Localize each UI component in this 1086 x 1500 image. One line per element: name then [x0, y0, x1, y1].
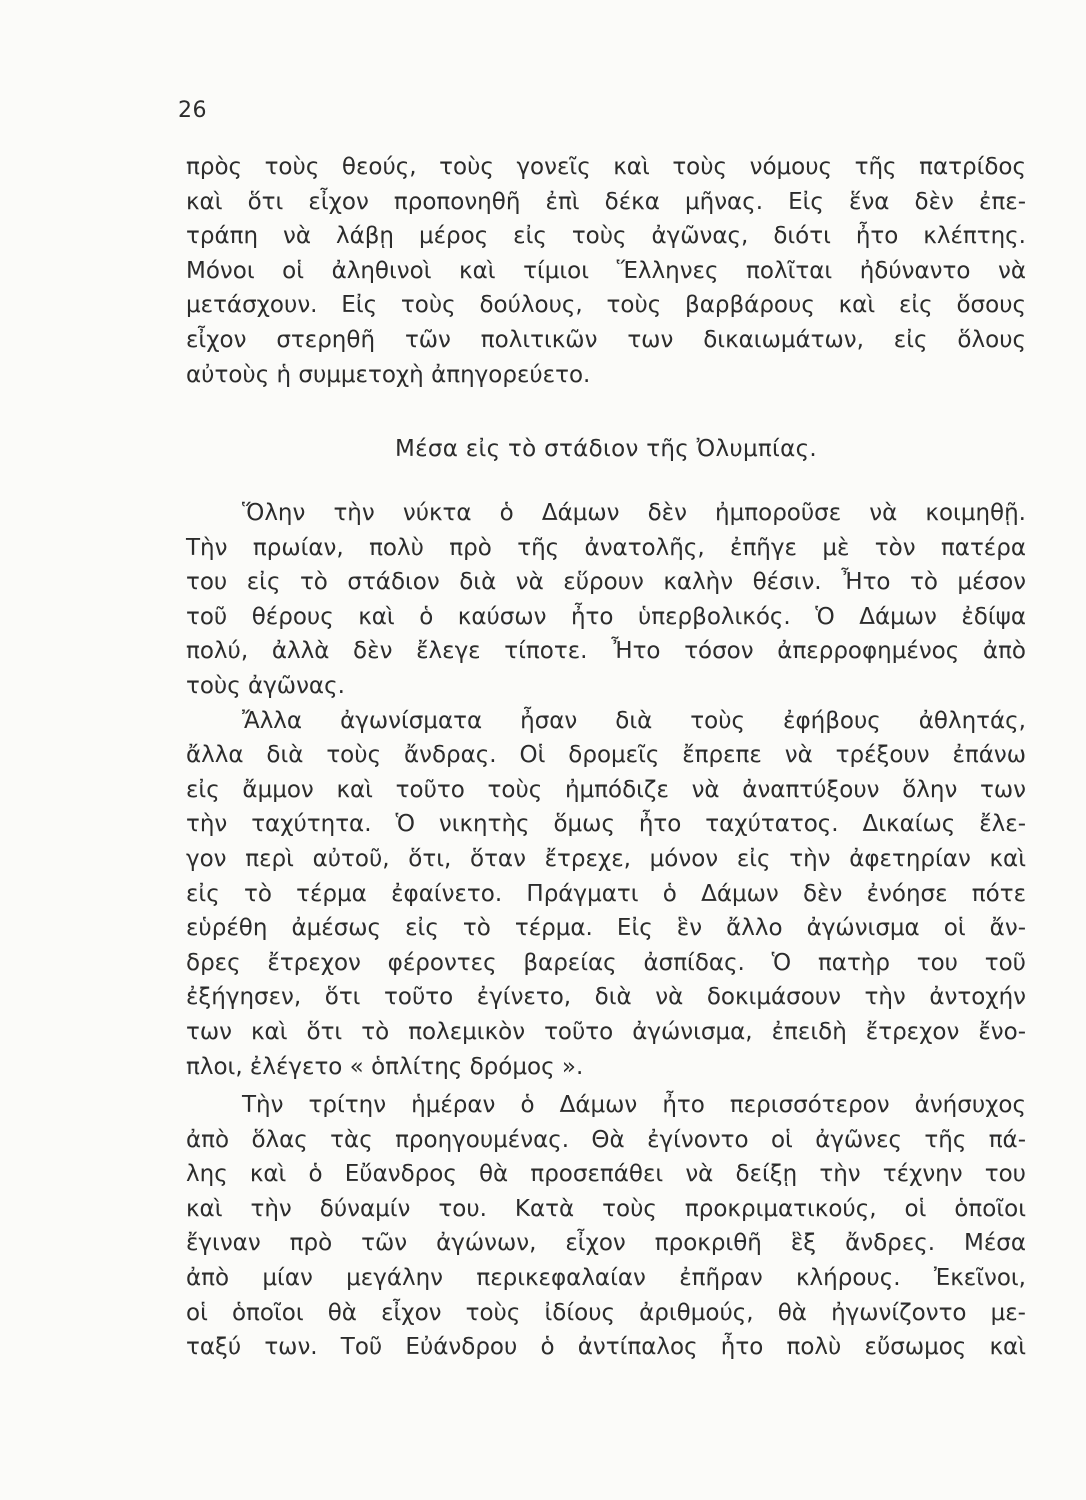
text-line: καὶ ὅτι εἶχον προπονηθῆ ἐπὶ δέκα μῆνας. Εἰς ἕνα δὲν ἐπε-: [186, 188, 1026, 215]
paragraph-middle: [186, 496, 1026, 1084]
text-line: λης καὶ ὁ Εὔανδρος θὰ προσεπάθει νὰ δείξῃ τὴν τέχνην του: [186, 1161, 1026, 1188]
text-line: πρὸς τοὺς θεούς, τοὺς γονεῖς καὶ τοὺς νόμους τῆς πατρίδος: [186, 154, 1026, 180]
text-line: εἶχον στερηθῆ τῶν πολιτικῶν των δικαιωμάτων, εἰς ὅλους: [186, 326, 1026, 353]
text-line: Τὴν πρωίαν, πολὺ πρὸ τῆς ἀνατολῆς, ἐπῆγε μὲ τὸν πατέρα: [186, 534, 1026, 561]
text-line: γον περὶ αὐτοῦ, ὅτι, ὅταν ἔτρεχε, μόνον εἰς τὴν ἀφετηρίαν καὶ: [186, 845, 1026, 872]
text-line: ἔγιναν πρὸ τῶν ἀγώνων, εἶχον προκριθῆ ἓξ ἄνδρες. Μέσα: [186, 1230, 1026, 1257]
text-line: του εἰς τὸ στάδιον διὰ νὰ εὕρουν καλὴν θέσιν. Ἦτο τὸ μέσον: [186, 569, 1026, 596]
text-line: Ὅλην τὴν νύκτα ὁ Δάμων δὲν ἠμποροῦσε νὰ κοιμηθῇ.: [242, 500, 1026, 526]
text-line: των καὶ ὅτι τὸ πολεμικὸν τοῦτο ἀγώνισμα, ἐπειδὴ ἔτρεχον ἔνο-: [186, 1018, 1026, 1045]
page-number: 26: [178, 98, 207, 123]
text-line: εἰς τὸ τέρμα ἐφαίνετο. Πράγματι ὁ Δάμων δὲν ἐνόησε πότε: [186, 880, 1026, 907]
text-line: καὶ τὴν δύναμίν του. Κατὰ τοὺς προκριματικούς, οἱ ὁποῖοι: [186, 1195, 1026, 1222]
paragraph-bottom: [186, 1088, 1026, 1365]
text-line: μετάσχουν. Εἰς τοὺς δούλους, τοὺς βαρβάρους καὶ εἰς ὅσους: [186, 292, 1026, 319]
text-line: τὴν ταχύτητα. Ὁ νικητὴς ὅμως ἦτο ταχύτατος. Δικαίως ἔλε-: [186, 811, 1026, 838]
text-line: ἄλλα διὰ τοὺς ἄνδρας. Οἱ δρομεῖς ἔπρεπε νὰ τρέξουν ἐπάνω: [186, 742, 1026, 769]
text-line: Μόνοι οἱ ἀληθινοὶ καὶ τίμιοι Ἕλληνες πολῖται ἠδύναντο νὰ: [186, 257, 1026, 284]
text-line: εὑρέθη ἀμέσως εἰς τὸ τέρμα. Εἰς ἓν ἄλλο ἀγώνισμα οἱ ἄν-: [186, 915, 1026, 942]
text-line: τοὺς ἀγῶνας.: [186, 672, 345, 699]
text-line: οἱ ὁποῖοι θὰ εἶχον τοὺς ἰδίους ἀριθμούς, θὰ ἠγωνίζοντο με-: [186, 1299, 1026, 1326]
text-line: Ἄλλα ἀγωνίσματα ἦσαν διὰ τοὺς ἐφήβους ἀθλητάς,: [242, 707, 1026, 734]
section-heading: Μέσα εἰς τὸ στάδιον τῆς Ὀλυμπίας.: [394, 436, 818, 462]
text-line: πλοι, ἐλέγετο « ὁπλίτης δρόμος ».: [186, 1053, 584, 1080]
text-line: αὐτοὺς ἡ συμμετοχὴ ἀπηγορεύετο.: [186, 361, 591, 388]
text-line: ταξύ των. Τοῦ Εὐάνδρου ὁ ἀντίπαλος ἦτο πολὺ εὔσωμος καὶ: [186, 1334, 1026, 1361]
text-line: εἰς ἄμμον καὶ τοῦτο τοὺς ἠμπόδιζε νὰ ἀναπτύξουν ὅλην των: [186, 776, 1026, 803]
text-line: δρες ἔτρεχον φέροντες βαρείας ἀσπίδας. Ὁ πατὴρ του τοῦ: [186, 949, 1026, 976]
text-line: ἐξήγησεν, ὅτι τοῦτο ἐγίνετο, διὰ νὰ δοκιμάσουν τὴν ἀντοχήν: [186, 984, 1026, 1011]
text-line: πολύ, ἀλλὰ δὲν ἔλεγε τίποτε. Ἦτο τόσον ἀπερροφημένος ἀπὸ: [186, 638, 1026, 665]
text-line: ἀπὸ μίαν μεγάλην περικεφαλαίαν ἐπῆραν κλήρους. Ἐκεῖνοι,: [186, 1264, 1026, 1291]
text-line: ἀπὸ ὅλας τὰς προηγουμένας. Θὰ ἐγίνοντο οἱ ἀγῶνες τῆς πά-: [186, 1126, 1026, 1153]
paragraph-top: [186, 150, 1026, 392]
text-line: Τὴν τρίτην ἡμέραν ὁ Δάμων ἦτο περισσότερον ἀνήσυχος: [242, 1092, 1026, 1118]
text-line: τράπη νὰ λάβῃ μέρος εἰς τοὺς ἀγῶνας, διότι ἦτο κλέπτης.: [186, 223, 1026, 250]
text-line: τοῦ θέρους καὶ ὁ καύσων ἦτο ὑπερβολικός. Ὁ Δάμων ἐδίψα: [186, 603, 1026, 630]
